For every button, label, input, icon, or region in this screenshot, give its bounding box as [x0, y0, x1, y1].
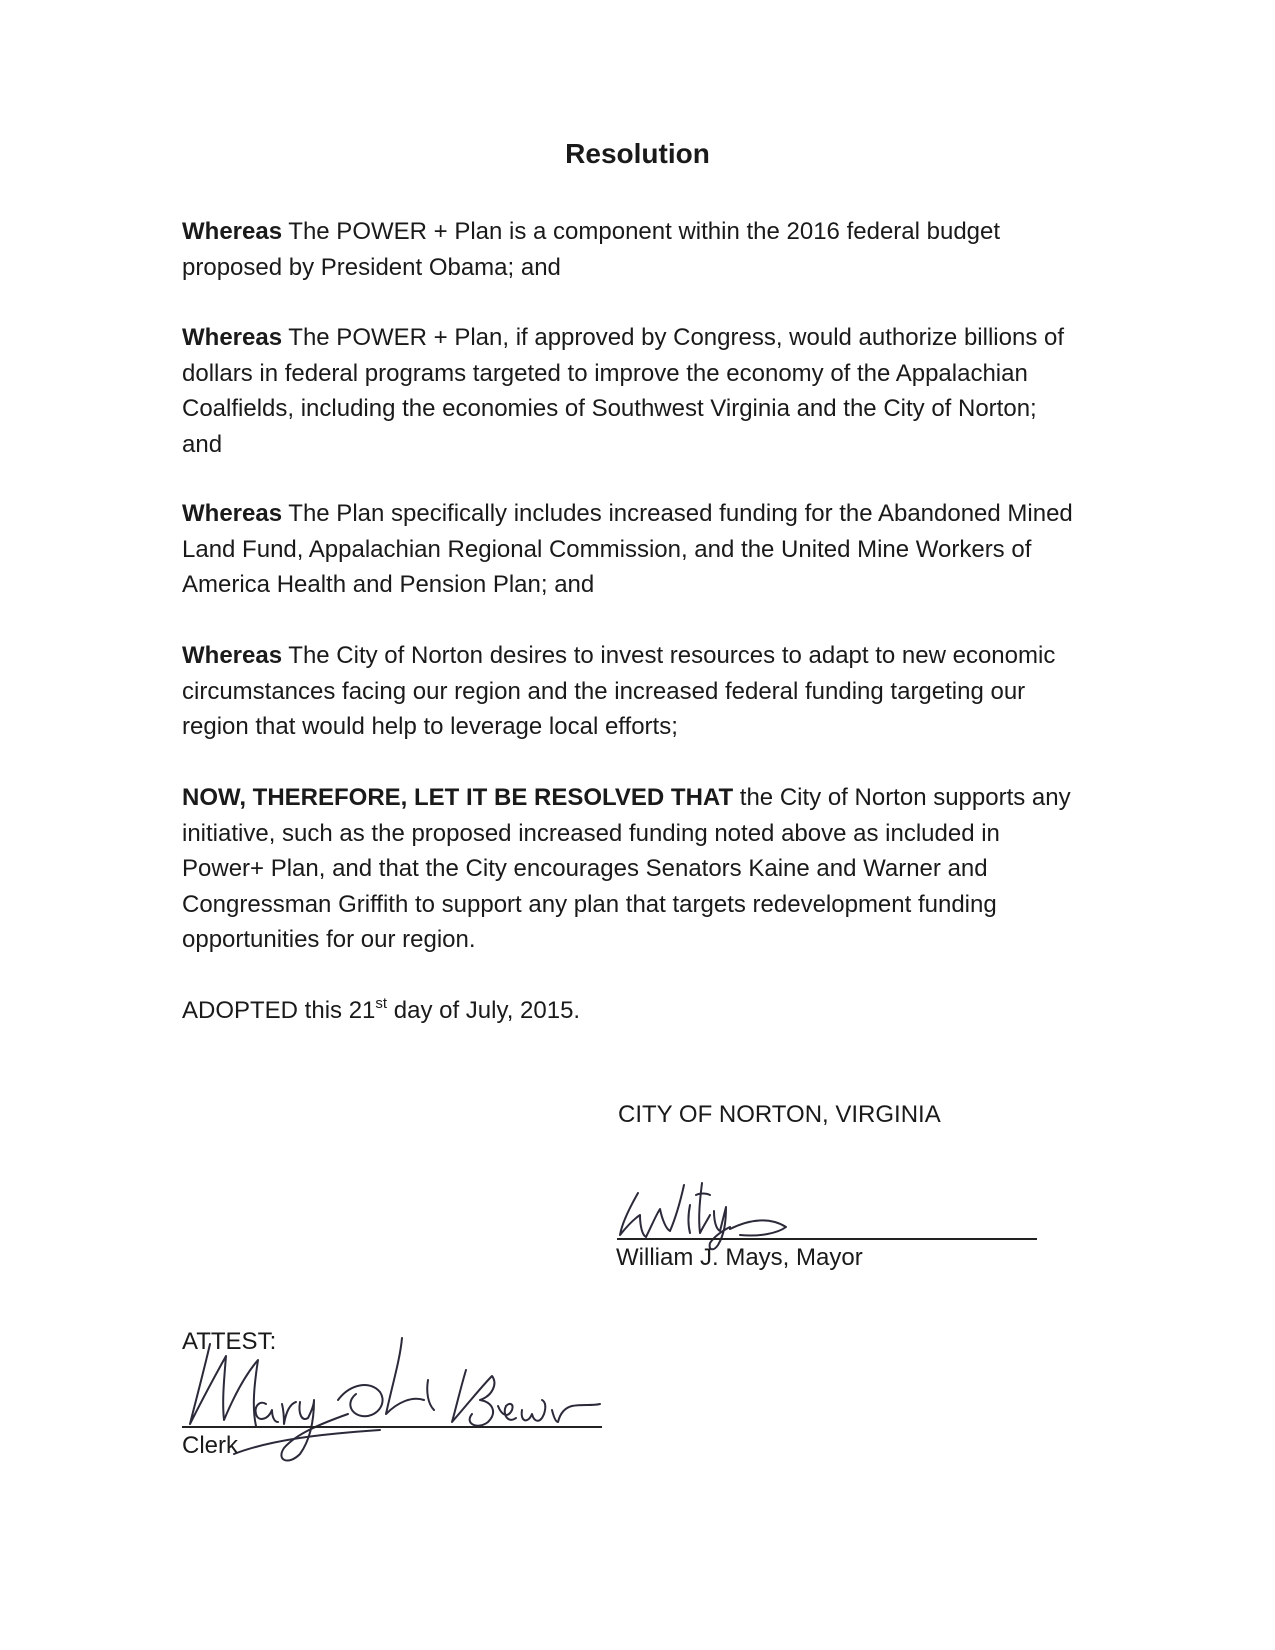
whereas-paragraph-4: [182, 638, 1082, 745]
paragraph-text: The Plan specifically includes increased funding for the Abandoned Mined Land Fund, Appalachian Regional Commission, and the United Mine Workers of America Health and Pension Plan; and: [182, 500, 1073, 598]
whereas-paragraph-3: [182, 496, 1082, 603]
paragraph-text: the City of Norton supports any initiative, such as the proposed increased funding noted above as included in Power+ Plan, and that the City encourages Senators Kaine and Warner and Congressman Griffith to support any plan that targets redevelopment funding opportunities for our region.: [182, 784, 1071, 953]
paragraph-lead: Whereas: [182, 218, 283, 245]
paragraph-text: The POWER + Plan, if approved by Congress, would authorize billions of dollars in federal programs targeted to improve the economy of the Appalachian Coalfields, including the economies of Southwest Virginia and the City of Norton; and: [182, 324, 1065, 458]
whereas-paragraph-2: [182, 320, 1082, 462]
whereas-paragraph-1: [182, 214, 1082, 285]
paragraph-lead: Whereas: [182, 324, 283, 351]
paragraph-lead: Whereas: [182, 642, 283, 669]
adopted-line: [182, 993, 1082, 1029]
clerk-signature-line: [182, 1426, 602, 1428]
resolved-paragraph: [182, 780, 1082, 958]
document-title: Resolution: [565, 138, 710, 169]
paragraph-lead: Whereas: [182, 500, 283, 527]
adopted-superscript: st: [375, 995, 388, 1012]
adopted-suffix: day of July, 2015.: [387, 997, 581, 1024]
paragraph-text: The POWER + Plan is a component within the 2016 federal budget proposed by President Obama; and: [182, 218, 1001, 281]
paragraph-lead: NOW, THEREFORE, LET IT BE RESOLVED THAT: [182, 784, 734, 811]
mayor-name: William J. Mays, Mayor: [616, 1244, 863, 1271]
paragraph-text: The City of Norton desires to invest resources to adapt to new economic circumstances facing our region and the increased federal funding targeting our region that would help to leverage local efforts;: [182, 642, 1056, 740]
attest-label: ATTEST:: [182, 1328, 277, 1355]
city-name: CITY OF NORTON, VIRGINIA: [618, 1101, 941, 1128]
adopted-prefix: ADOPTED this 21: [182, 997, 376, 1024]
clerk-label: Clerk: [182, 1432, 239, 1459]
